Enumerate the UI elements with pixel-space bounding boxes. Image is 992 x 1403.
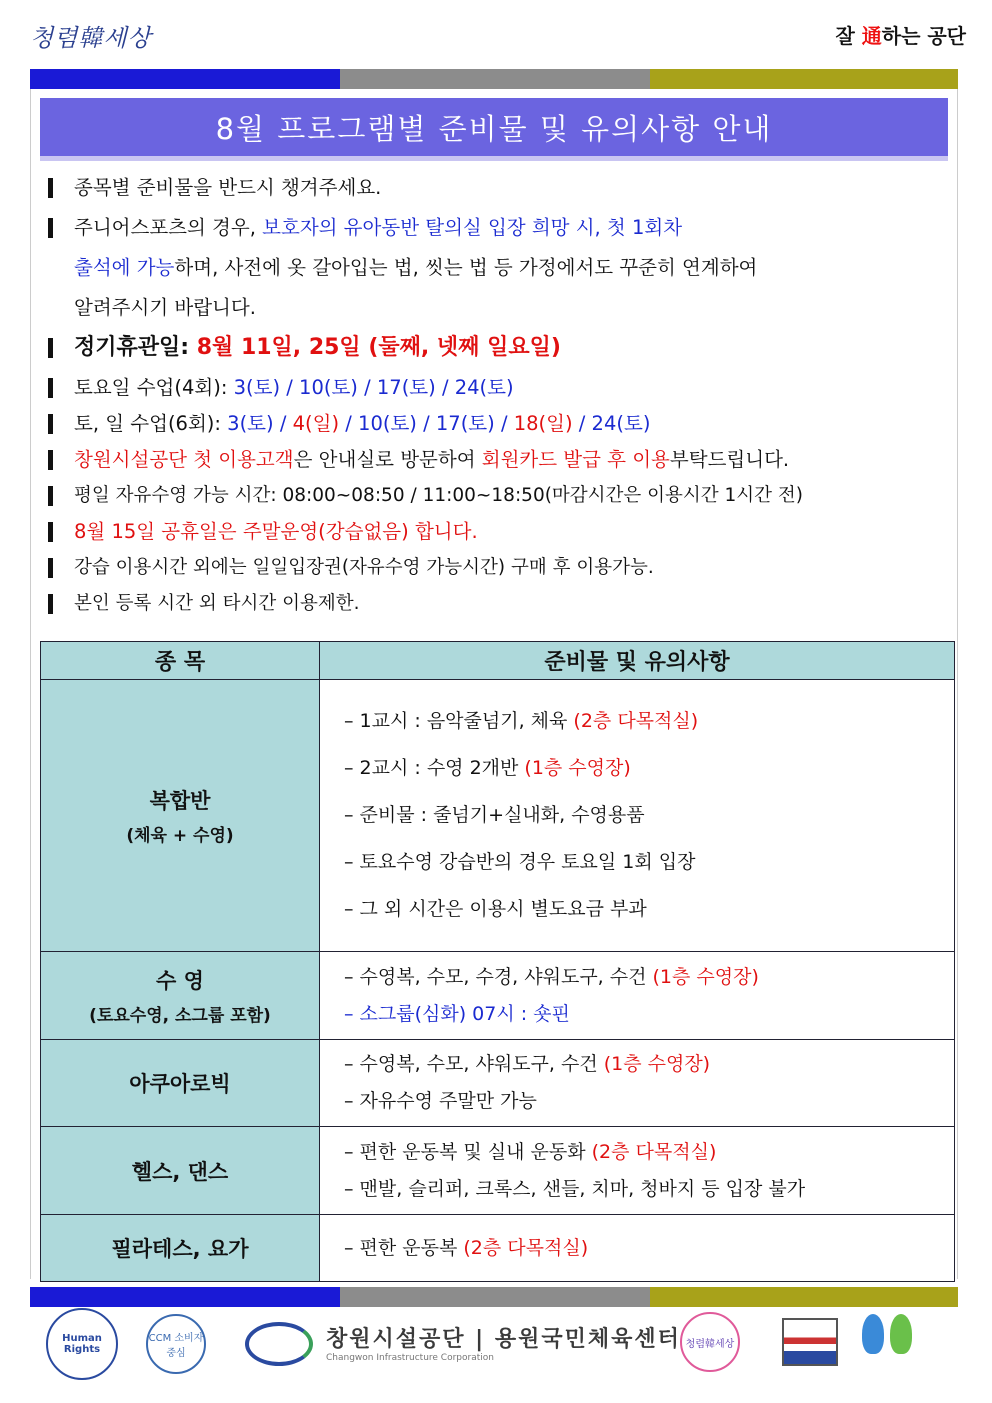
notes-cell: – 수영복, 수모, 수경, 샤워도구, 수건 (1층 수영장) – 소그룹(심화) 07시 : 숏핀 [320, 952, 955, 1040]
notes-cell: – 1교시 : 음악줄넘기, 체육 (2층 다목적실) – 2교시 : 수영 2개반 (1층 수영장) – 준비물 : 줄넘기+실내화, 수영용품 – 토요수영 강습반의 경우 토요일 1회 입장 – 그 외 시간은 이용시 별도요금 부과 [320, 680, 955, 952]
ccm-logo: CCM 소비자중심 [146, 1314, 206, 1374]
notice-item: 8월 15일 공휴일은 주말운영(강습없음) 합니다. [44, 514, 954, 550]
program-table [40, 641, 955, 1282]
human-rights-logo: Human Rights [46, 1308, 118, 1380]
notice-item: 토, 일 수업(6회): 3(토) / 4(일) / 10(토) / 17(토) / 18(일) / 24(토) [44, 406, 954, 442]
brand-logo: 청렴韓세상 [30, 24, 152, 52]
category-cell: 아쿠아로빅 [41, 1040, 320, 1127]
column-header-category: 종 목 [41, 642, 320, 680]
category-cell: 수 영 (토요수영, 소그룹 포함) [41, 952, 320, 1040]
top-color-bar [30, 69, 958, 89]
notes-cell: – 편한 운동복 및 실내 운동화 (2층 다목적실) – 맨발, 슬리퍼, 크록스, 샌들, 치마, 청바지 등 입장 불가 [320, 1127, 955, 1215]
notice-item: 강습 이용시간 외에는 일일입장권(자유수영 가능시간) 구매 후 이용가능. [44, 550, 954, 586]
table-row [41, 1215, 955, 1282]
corp-name: 창원시설공단 | 용원국민체육센터 Changwon Infrastructure Corporation [326, 1327, 681, 1363]
integrity-logo: 청렴韓세상 [680, 1312, 740, 1372]
mascot-icon [862, 1314, 918, 1358]
slogan: 잘 通하는 공단 [835, 24, 966, 48]
corp-emblem-icon [245, 1322, 313, 1366]
notes-cell: – 수영복, 수모, 샤워도구, 수건 (1층 수영장) – 자유수영 주말만 가능 [320, 1040, 955, 1127]
certificate-icon [782, 1318, 838, 1366]
notice-item: 주니어스포츠의 경우, 보호자의 유아동반 탈의실 입장 희망 시, 첫 1회차 출석에 가능하며, 사전에 옷 갈아입는 법, 씻는 법 등 가정에서도 꾸준히 연계하여 알려주시기 바랍니다. [44, 210, 954, 326]
notice-item: 본인 등록 시간 외 타시간 이용제한. [44, 586, 954, 622]
category-cell: 복합반 (체육 + 수영) [41, 680, 320, 952]
bottom-color-bar [30, 1287, 958, 1307]
category-cell: 필라테스, 요가 [41, 1215, 320, 1282]
footer-logos [40, 1308, 950, 1388]
table-row [41, 1127, 955, 1215]
notice-item: 토요일 수업(4회): 3(토) / 10(토) / 17(토) / 24(토) [44, 370, 954, 406]
notice-list [44, 170, 954, 622]
table-header-row [41, 642, 955, 680]
page-title: 8월 프로그램별 준비물 및 유의사항 안내 [40, 98, 948, 161]
notice-item: 종목별 준비물을 반드시 챙겨주세요. [44, 170, 954, 206]
notice-item: 정기휴관일: 8월 11일, 25일 (둘째, 넷째 일요일) [44, 330, 954, 366]
notice-item: 창원시설공단 첫 이용고객은 안내실로 방문하여 회원카드 발급 후 이용부탁드립니다. [44, 442, 954, 478]
column-header-notes: 준비물 및 유의사항 [320, 642, 955, 680]
table-row [41, 1040, 955, 1127]
notice-item: 평일 자유수영 가능 시간: 08:00~08:50 / 11:00~18:50(마감시간은 이용시간 1시간 전) [44, 478, 954, 514]
table-row [41, 952, 955, 1040]
table-row [41, 680, 955, 952]
category-cell: 헬스, 댄스 [41, 1127, 320, 1215]
notes-cell: – 편한 운동복 (2층 다목적실) [320, 1215, 955, 1282]
